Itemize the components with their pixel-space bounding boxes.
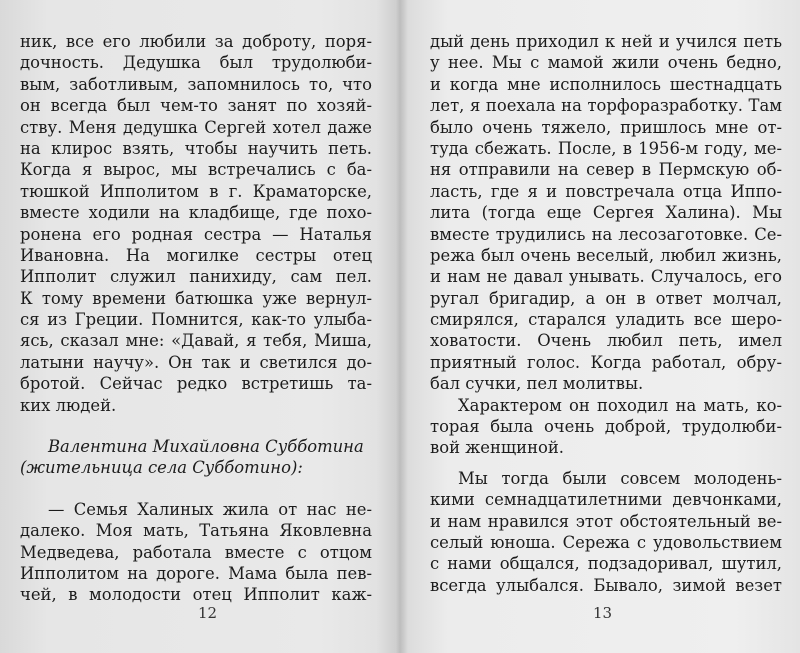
text-line: и нам не давал унывать. Случалось, его [430,267,782,287]
text-line: ник, все его любили за доброту, поря- [20,32,372,51]
page-number: 12 [198,604,218,622]
text-line: приятный голос. Когда работал, обру- [430,352,782,372]
text-line: у нее. Мы с мамой жили очень бедно, [430,53,782,73]
text-line: дочность. Дедушка был трудолюби- [20,53,372,73]
text-line: тюшкой Ипполитом в г. Краматорске, [20,181,372,201]
text-line: К тому времени батюшка уже вернул- [20,288,372,308]
text-line: лита (тогда еще Сергея Халина). Мы [430,203,782,223]
text-line: чей, в молодости отец Ипполит каж- [20,585,372,605]
text-line: он всегда был чем-то занят по хозяй- [20,96,372,116]
attribution [20,436,372,479]
text-line: и когда мне исполнилось шестнадцать [430,74,782,94]
text-line: всегда улыбался. Бывало, зимой везет [430,575,782,595]
text-line: торая была очень доброй, трудолюби- [430,417,782,437]
text-line: на клирос взять, чтобы научить петь. [20,138,372,158]
text-line: ня отправили на север в Пермскую об- [430,160,782,180]
text-line: ству. Меня дедушка Сергей хотел даже [20,117,372,137]
text-line: смирялся, старался уладить все шеро- [430,310,782,330]
page-number: 13 [593,604,613,622]
text-line: вой женщиной. [430,438,565,458]
text-line: ясь, сказал мне: «Давай, я тебя, Миша, [20,331,372,351]
text-line: лет, я поехала на торфоразработку. Там [430,96,782,116]
text-line: и нам нравился этот обстоятельный ве- [430,511,782,531]
text-line: Характером он походил на мать, ко- [458,395,782,415]
text-line: ласть, где я и повстречала отца Иппо- [430,181,782,201]
text-line: Когда я вырос, мы встречались с ба- [20,160,372,180]
text-line: (жительница села Субботино): [20,458,303,478]
text-line: бротой. Сейчас редко встретишь та- [20,374,372,394]
paragraph [20,31,372,416]
left-page [20,31,372,606]
text-line: кими семнадцатилетними девчонками, [430,490,782,510]
text-line: бал сучки, пел молитвы. [430,374,644,394]
text-line: вместе трудились на лесозаготовке. Се- [430,224,782,244]
text-line: ких людей. [20,395,117,415]
text-line: Мы тогда были совсем молодень- [458,468,782,488]
text-line: Ипполит служил панихиду, сам пел. [20,267,372,287]
text-line: вым, заботливым, запомнилось то, что [20,74,372,94]
text-line: Медведева, работала вместе с отцом [20,542,372,562]
paragraph [430,468,782,596]
text-line: туда сбежать. После, в 1956-м году, ме- [430,138,782,158]
text-line: режа был очень веселый, любил жизнь, [430,245,782,265]
text-line: — Семья Халиных жила от нас не- [48,499,372,519]
right-page [430,31,782,596]
text-line: латыни научу». Он так и светился до- [20,352,372,372]
text-line: ся из Греции. Помнится, как-то улыба- [20,310,372,330]
text-line: вместе ходили на кладбище, где похо- [20,203,372,223]
text-line: селый юноша. Сережа с удовольствием [430,532,782,552]
text-line: Валентина Михайловна Субботина [48,437,364,457]
text-line: с нами общался, подзадоривал, шутил, [430,554,782,574]
text-line: ронена его родная сестра — Наталья [20,224,372,244]
paragraph [430,395,782,459]
text-line: ховатости. Очень любил петь, имел [430,331,782,351]
paragraph [20,499,372,606]
paragraph [430,31,782,395]
text-line: Ивановна. На могилке сестры отец [20,245,372,265]
text-line: дый день приходил к ней и учился петь [430,32,782,51]
text-line: Ипполитом на дороге. Мама была пев- [20,563,372,583]
text-line: далеко. Моя мать, Татьяна Яковлевна [20,521,372,541]
text-line: ругал бригадир, а он в ответ молчал, [430,288,782,308]
text-line: было очень тяжело, пришлось мне от- [430,117,782,137]
